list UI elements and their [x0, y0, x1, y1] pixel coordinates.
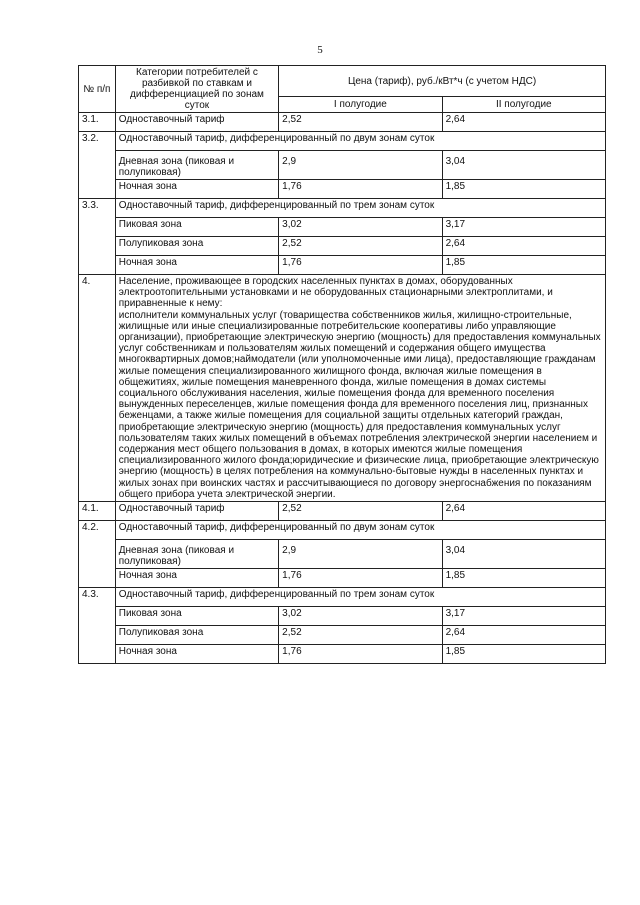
row-h2: 3,17: [442, 607, 605, 626]
row-label: Одноставочный тариф: [115, 113, 278, 132]
row-h2: 3,04: [442, 540, 605, 569]
row-num: 4.1.: [79, 502, 116, 521]
row-label: Ночная зона: [115, 180, 278, 199]
table-row: [79, 113, 606, 132]
row-h1: 1,76: [279, 180, 442, 199]
table-row: [79, 626, 606, 645]
row-h1: 1,76: [279, 645, 442, 664]
row-h1: 1,76: [279, 569, 442, 588]
row-num: 4.3.: [79, 588, 116, 664]
row-label: Ночная зона: [115, 569, 278, 588]
row-h1: 3,02: [279, 607, 442, 626]
table-row: [79, 132, 606, 151]
row-label: Полупиковая зона: [115, 237, 278, 256]
row-h2: 2,64: [442, 113, 605, 132]
row-h2: 2,64: [442, 237, 605, 256]
row-h1: 2,9: [279, 540, 442, 569]
row-num: 4.2.: [79, 521, 116, 588]
row-label: Дневная зона (пиковая и полупиковая): [115, 151, 278, 180]
table-row: [79, 569, 606, 588]
row-label: Одноставочный тариф, дифференцированный по двум зонам суток: [115, 521, 605, 540]
row-label: Ночная зона: [115, 645, 278, 664]
row-h2: 2,64: [442, 626, 605, 645]
row-label: Полупиковая зона: [115, 626, 278, 645]
row-h1: 1,76: [279, 256, 442, 275]
header-num: № п/п: [79, 66, 116, 113]
description-intro: Население, проживающее в городских населенных пунктах в домах, оборудованных электроотопительными установками и не оборудованных стационарными электроплитами, и приравненные к нему:: [118, 276, 553, 310]
table-header-row: [79, 66, 606, 97]
table-row: [79, 645, 606, 664]
row-h2: 1,85: [442, 256, 605, 275]
table-row: [79, 588, 606, 607]
page-number: 5: [317, 44, 323, 56]
row-h1: 3,02: [279, 218, 442, 237]
row-label: Дневная зона (пиковая и полупиковая): [115, 540, 278, 569]
row-num: 4.: [79, 275, 116, 502]
row-label: Одноставочный тариф, дифференцированный по трем зонам суток: [115, 199, 605, 218]
table-row: [79, 256, 606, 275]
table-row: [79, 607, 606, 626]
row-h2: 3,17: [442, 218, 605, 237]
row-h1: 2,52: [279, 113, 442, 132]
row-label: Одноставочный тариф, дифференцированный по трем зонам суток: [115, 588, 605, 607]
table-row: [79, 218, 606, 237]
table-row: [79, 151, 606, 180]
row-label: Ночная зона: [115, 256, 278, 275]
row-label: Пиковая зона: [115, 218, 278, 237]
header-price: Цена (тариф), руб./кВт*ч (с учетом НДС): [279, 66, 606, 97]
header-half1: I полугодие: [279, 97, 442, 113]
row-num: 3.3.: [79, 199, 116, 275]
row-h2: 1,85: [442, 180, 605, 199]
row-num: 3.2.: [79, 132, 116, 199]
table-row: [79, 199, 606, 218]
row-h2: 1,85: [442, 645, 605, 664]
table-row: [79, 180, 606, 199]
row-h2: 3,04: [442, 151, 605, 180]
row-h2: 2,64: [442, 502, 605, 521]
description-body: исполнители коммунальных услуг (товарищества собственников жилья, жилищно-строительные, жилищные или иные специализированные потребительские кооперативы либо управляющие организации), приобретающие электрическую энергию (мощность) для предоставления коммунальных услуг собственникам и пользователям жилых помещений и содержания общего имущества многоквартирных домов;наймодатели (или уполномоченные ими лица), предоставляющие гражданам жилые помещения специализированного жилищного фонда, включая жилые помещения в общежитиях, жилые помещения маневренного фонда, жилые помещения в домах системы социального обслуживания населения, жилые помещения фонда для временного поселения вынужденных переселенцев, жилые помещения фонда для временного поселения лиц, признанных беженцами, а также жилые помещения для социальной защиты отдельных категорий граждан, приобретающие электрическую энергию (мощность) для предоставления коммунальных услуг пользователям таких жилых помещений в объемах потребления электрической энергии населением и содержания мест общего пользования в домах, в которых имеются жилые помещения специализированного жилого фонда;юридические и физические лица, приобретающие электрическую энергию (мощность) в целях потребления на коммунально-бытовые нужды в населенных пунктах и жилых зонах при воинских частях и рассчитывающиеся по договору энергоснабжения по показаниям общего прибора учета электрической энергии.: [118, 309, 601, 500]
header-category: Категории потребителей с разбивкой по ставкам и дифференциацией по зонам суток: [115, 66, 278, 113]
row-label: Одноставочный тариф, дифференцированный по двум зонам суток: [115, 132, 605, 151]
row-h2: 1,85: [442, 569, 605, 588]
table-row: [79, 237, 606, 256]
tariff-table: [78, 65, 606, 664]
row-h1: 2,52: [279, 237, 442, 256]
table-row: [79, 540, 606, 569]
row-label: Пиковая зона: [115, 607, 278, 626]
row-label: Одноставочный тариф: [115, 502, 278, 521]
row-num: 3.1.: [79, 113, 116, 132]
row-h1: 2,9: [279, 151, 442, 180]
table-row: [79, 521, 606, 540]
header-half2: II полугодие: [442, 97, 605, 113]
row-h1: 2,52: [279, 626, 442, 645]
row-h1: 2,52: [279, 502, 442, 521]
table-row: [79, 502, 606, 521]
row-description: [115, 275, 605, 502]
table-row: [79, 275, 606, 502]
